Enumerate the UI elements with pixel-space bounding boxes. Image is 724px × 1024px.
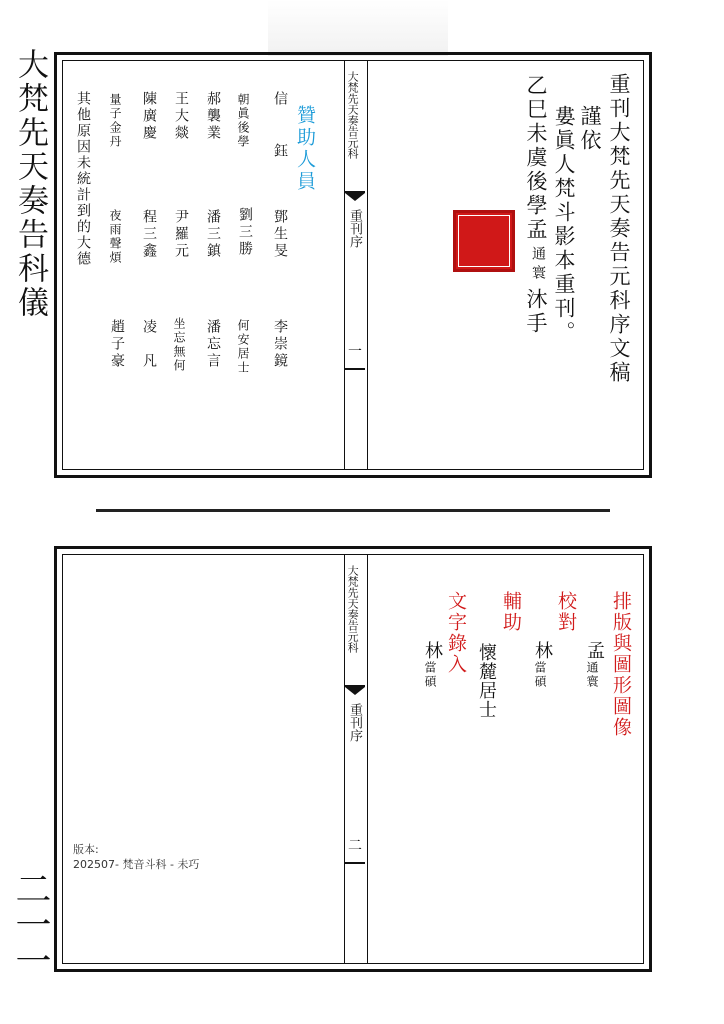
sponsor-name: 凌 凡 xyxy=(141,319,157,370)
credit-column xyxy=(608,591,635,738)
sponsor-name: 信 鈺 xyxy=(272,91,288,169)
sponsors-note: 其他原因未統計到的大德 xyxy=(75,91,91,267)
sponsor-name: 王大燚 xyxy=(173,91,189,142)
credit-name-small: 當碩 xyxy=(423,661,437,689)
gutter-fishtail-icon xyxy=(345,193,365,201)
credit-name-column xyxy=(529,641,555,689)
version-info xyxy=(73,842,199,872)
credit-role: 排版與圖形圖像 xyxy=(610,591,632,738)
page-one-gutter xyxy=(344,61,368,469)
sponsor-name: 夜雨聲煩 xyxy=(108,209,122,265)
credit-column xyxy=(553,591,580,633)
gutter-page-number: 一 xyxy=(348,344,362,360)
credit-name: 懷麓居士 xyxy=(476,643,497,719)
preface-line-3: 婁眞人梵斗影本重刊。 xyxy=(552,105,576,345)
gutter-page-number: 二 xyxy=(348,838,362,854)
sponsor-name: 量子金丹 xyxy=(108,93,122,149)
page-two-gutter xyxy=(344,555,368,963)
credit-role: 校對 xyxy=(555,591,577,633)
preface-signature-end: 沐手 xyxy=(524,288,548,336)
preface-signature-name: 通寰 xyxy=(530,246,546,284)
sponsor-name: 趙子豪 xyxy=(109,319,125,370)
credit-name-column xyxy=(473,643,499,719)
credit-name-column xyxy=(419,641,445,689)
preface-signature: 乙巳未虞後學孟 xyxy=(524,74,548,242)
sponsor-name: 朝眞後學 xyxy=(236,93,250,149)
page-two xyxy=(54,546,652,972)
sponsor-name: 鄧生旻 xyxy=(272,209,288,260)
gutter-section-title: 重刊序 xyxy=(346,703,362,742)
sponsor-name: 潘忘言 xyxy=(205,319,221,370)
sponsor-name: 陳廣慶 xyxy=(141,91,157,142)
side-book-title: 大梵先天奏告科儀 xyxy=(12,48,48,320)
credit-role: 輔助 xyxy=(500,591,522,633)
side-page-number: 二一一 xyxy=(10,870,51,978)
preface-line-2: 謹依 xyxy=(578,105,602,153)
gutter-book-title: 大梵先天奏告元科 xyxy=(346,71,360,159)
gutter-section-title: 重刊序 xyxy=(346,209,362,248)
red-seal-stamp xyxy=(453,210,515,272)
credit-name-column xyxy=(581,641,607,689)
sponsor-name: 坐忘無何 xyxy=(172,317,186,373)
credit-column xyxy=(443,591,470,675)
preface-line-4 xyxy=(525,74,548,336)
sponsor-name: 李崇鏡 xyxy=(272,319,288,370)
gutter-book-title: 大梵先天奏告元科 xyxy=(346,565,360,653)
sponsor-name: 潘三鎮 xyxy=(205,209,221,260)
credit-column xyxy=(498,591,525,633)
page-one-inner-frame xyxy=(62,60,644,470)
credit-role: 文字錄入 xyxy=(445,591,467,675)
gutter-fishtail-icon xyxy=(345,687,365,695)
sponsors-heading: 贊助人員 xyxy=(294,105,316,193)
version-text: 202507- 梵音斗科 - 未巧 xyxy=(73,858,200,871)
sponsor-name: 劉三勝 xyxy=(237,207,253,258)
top-shade xyxy=(268,0,448,56)
credit-name-small: 通寰 xyxy=(585,661,599,689)
credit-name: 林 xyxy=(422,641,443,659)
gutter-rule xyxy=(345,368,365,370)
page-one xyxy=(54,52,652,478)
gutter-rule xyxy=(345,862,365,864)
seal-border xyxy=(458,215,510,267)
preface-title: 重刊大梵先天奏告元科序文稿 xyxy=(607,73,631,385)
sponsor-name: 郝襲業 xyxy=(205,91,221,142)
sponsor-name: 何安居士 xyxy=(236,319,250,375)
credit-name-small: 當碩 xyxy=(533,661,547,689)
sponsor-name: 尹羅元 xyxy=(173,209,189,260)
credit-name: 孟 xyxy=(584,641,605,659)
version-label: 版本: xyxy=(73,843,99,856)
sponsor-name: 程三鑫 xyxy=(141,209,157,260)
page-two-inner-frame xyxy=(62,554,644,964)
credit-name: 林 xyxy=(532,641,553,659)
page-divider xyxy=(96,509,610,512)
